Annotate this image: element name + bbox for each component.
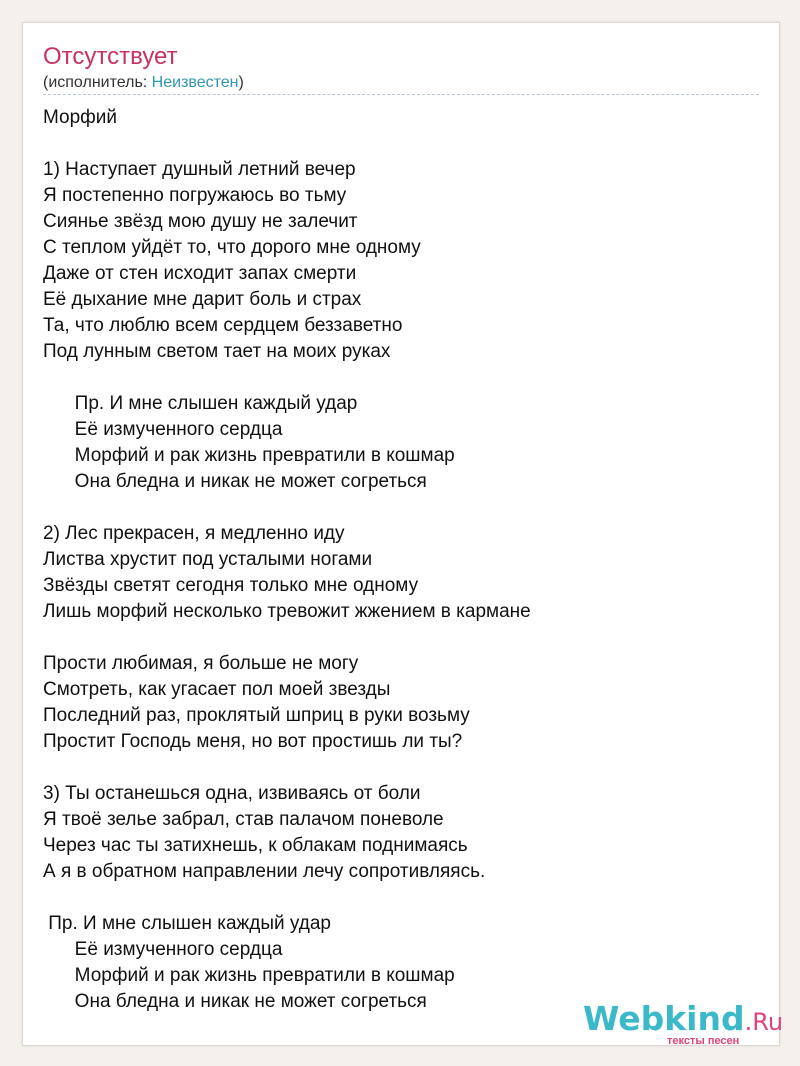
blank-line <box>43 625 759 651</box>
lyric-line: Последний раз, проклятый шприц в руки возьму <box>43 705 470 726</box>
blank-line <box>43 755 759 781</box>
lyrics-body <box>43 105 759 1015</box>
lyric-line: Её измученного сердца <box>43 939 283 960</box>
logo-domain: .Ru <box>744 1008 784 1036</box>
lyric-line: Смотреть, как угасает пол моей звезды <box>43 679 391 700</box>
artist-link[interactable]: Неизвестен <box>151 74 239 91</box>
lyric-line: Даже от стен исходит запах смерти <box>43 263 357 284</box>
lyric-line: Пр. И мне слышен каждый удар <box>43 393 358 414</box>
lyric-line: С теплом уйдёт то, что дорого мне одному <box>43 237 421 258</box>
blank-line <box>43 365 759 391</box>
dashed-divider <box>43 94 759 95</box>
lyric-line: 1) Наступает душный летний вечер <box>43 159 356 180</box>
logo-tagline: тексты песен <box>667 1035 740 1047</box>
artist-suffix: ) <box>238 74 244 91</box>
lyric-line: Её измученного сердца <box>43 419 283 440</box>
lyric-line: Я твоё зелье забрал, став палачом поневоле <box>43 809 444 830</box>
lyric-line: Пр. И мне слышен каждый удар <box>43 913 331 934</box>
lyric-line: Морфий <box>43 107 118 128</box>
blank-line <box>43 885 759 911</box>
artist-line <box>43 73 244 93</box>
lyric-line: 3) Ты останешься одна, извиваясь от боли <box>43 783 421 804</box>
webkind-logo[interactable] <box>583 999 783 1049</box>
lyrics-page <box>22 22 784 1047</box>
lyric-line: Морфий и рак жизнь превратили в кошмар <box>43 445 455 466</box>
artist-prefix: (исполнитель: <box>43 74 152 91</box>
lyric-line: Та, что люблю всем сердцем беззаветно <box>43 315 403 336</box>
song-title: Отсутствует <box>43 43 178 70</box>
lyric-line: Листва хрустит под усталыми ногами <box>43 549 373 570</box>
lyric-line: Она бледна и никак не может согреться <box>43 991 427 1012</box>
lyric-line: Сиянье звёзд мою душу не залечит <box>43 211 358 232</box>
lyric-line: Простит Господь меня, но вот простишь ли ты? <box>43 731 463 752</box>
lyric-line: Лишь морфий несколько тревожит жжением в кармане <box>43 601 531 622</box>
lyric-line: 2) Лес прекрасен, я медленно иду <box>43 523 345 544</box>
blank-line <box>43 131 759 157</box>
lyric-line: Звёзды светят сегодня только мне одному <box>43 575 419 596</box>
lyric-line: Под лунным светом тает на моих руках <box>43 341 391 362</box>
logo-brand-name: Webkind <box>583 999 745 1038</box>
lyric-line: Морфий и рак жизнь превратили в кошмар <box>43 965 455 986</box>
blank-line <box>43 495 759 521</box>
lyric-line: Она бледна и никак не может согреться <box>43 471 427 492</box>
lyric-line: Прости любимая, я больше не могу <box>43 653 359 674</box>
lyric-line: Её дыхание мне дарит боль и страх <box>43 289 362 310</box>
lyric-line: Через час ты затихнешь, к облакам поднимаясь <box>43 835 468 856</box>
lyric-line: А я в обратном направлении лечу сопротивляясь. <box>43 861 486 882</box>
lyric-line: Я постепенно погружаюсь во тьму <box>43 185 347 206</box>
